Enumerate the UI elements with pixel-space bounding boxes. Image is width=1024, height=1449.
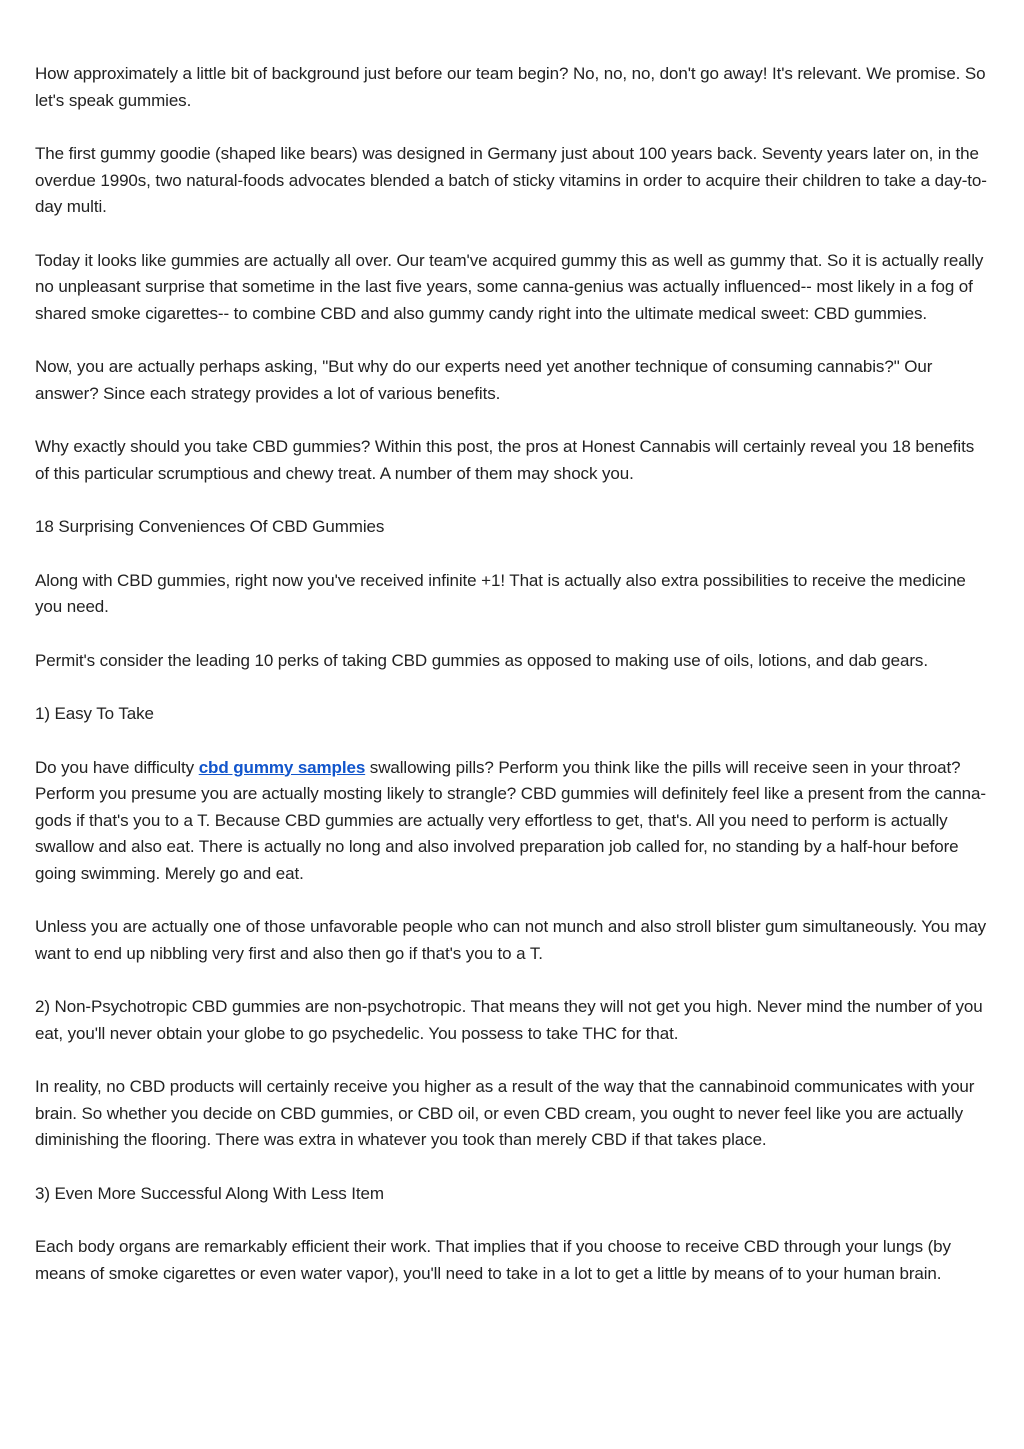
paragraph-text-after-link: swallowing pills? Perform you think like the pills will receive seen in your throat? Perform you presume you are actually mosting likely to strangle? CBD gummies will definitely feel like a present from the canna-gods if that's you to a T. Because CBD gummies are actually very effortless to get, that's. All you need to perform is actually swallow and also eat. There is actually no long and also involved preparation job called for, no standing by a half-hour before going swimming. Merely go and eat. bbox=[35, 757, 986, 883]
paragraph-gummy-history: The first gummy goodie (shaped like bears) was designed in Germany just about 100 years back. Seventy years later on, in the overdue 1990s, two natural-foods advocates blended a batch of sticky vitamins in order to acquire their children to take a day-to-day multi. bbox=[35, 144, 987, 216]
heading-easy-to-take: 1) Easy To Take bbox=[35, 704, 154, 723]
paragraph-why-question: Now, you are actually perhaps asking, "But why do our experts need yet another technique of consuming cannabis?" Our answer? Since each strategy provides a lot of various benefits. bbox=[35, 357, 933, 403]
paragraph-gummies-everywhere: Today it looks like gummies are actually all over. Our team've acquired gummy this as well as gummy that. So it is actually really no unpleasant surprise that sometime in the last five years, some canna-genius was actually influenced-- most likely in a fog of shared smoke cigarettes-- to combine CBD and also gummy candy right into the ultimate medical sweet: CBD gummies. bbox=[35, 250, 984, 323]
paragraph-non-psychotropic: 2) Non-Psychotropic CBD gummies are non-psychotropic. That means they will not get you high. Never mind the number of you eat, you'll never obtain your globe to go psychedelic. You possess to take THC for that. bbox=[35, 997, 983, 1043]
paragraph-infinite-plus-one: Along with CBD gummies, right now you've received infinite +1! That is actually also extra possibilities to receive the medicine you need. bbox=[35, 570, 966, 616]
paragraph-text-before-link: Do you have difficulty bbox=[35, 757, 199, 777]
paragraph-in-reality: In reality, no CBD products will certainly receive you higher as a result of the way that the cannabinoid communicates with your brain. So whether you decide on CBD gummies, or CBD oil, or even CBD cream, you ought to never feel like you are actually diminishing the flooring. There was extra in whatever you took than merely CBD if that takes place. bbox=[35, 1077, 975, 1149]
paragraph-honest-cannabis: Why exactly should you take CBD gummies? Within this post, the pros at Honest Cannabis will certainly reveal you 18 benefits of this particular scrumptious and chewy treat. A number of them may shock you. bbox=[35, 437, 975, 483]
heading-18-conveniences: 18 Surprising Conveniences Of CBD Gummies bbox=[35, 517, 385, 536]
paragraph-easy-to-take-body bbox=[35, 755, 988, 888]
cbd-gummy-samples-link[interactable]: cbd gummy samples bbox=[198, 757, 366, 777]
paragraph-intro: How approximately a little bit of background just before our team begin? No, no, no, don't go away! It's relevant. We promise. So let's speak gummies. bbox=[35, 64, 986, 110]
paragraph-body-organs: Each body organs are remarkably efficient their work. That implies that if you choose to receive CBD through your lungs (by means of smoke cigarettes or even water vapor), you'll need to take in a lot to get a little by means of to your human brain. bbox=[35, 1237, 951, 1283]
heading-more-successful-less-item: 3) Even More Successful Along With Less Item bbox=[35, 1183, 384, 1203]
paragraph-unless-unfavorable: Unless you are actually one of those unfavorable people who can not munch and also stroll blister gum simultaneously. You may want to end up nibbling very first and also then go if that's you to a T. bbox=[35, 917, 987, 963]
paragraph-leading-10-perks: Permit's consider the leading 10 perks of taking CBD gummies as opposed to making use of oils, lotions, and dab gears. bbox=[35, 650, 928, 670]
